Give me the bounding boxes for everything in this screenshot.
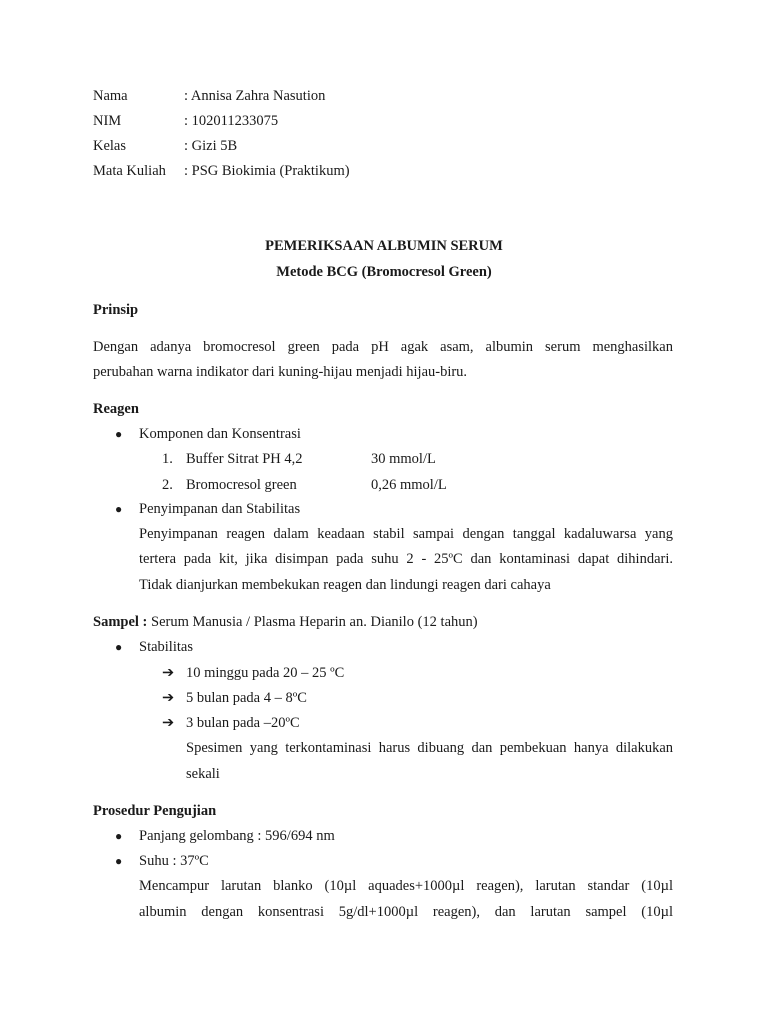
reagen-item-2-name: Bromocresol green [186,477,297,493]
bullet-icon: ● [115,502,123,516]
prosedur-line-2: albumin dengan konsentrasi 5g/dl+1000µl reagen), dan larutan sampel (10µl [139,904,673,920]
bullet-icon: ● [115,829,123,843]
label-mata-kuliah: Mata Kuliah [93,163,166,179]
sampel-note-line-2: sekali [186,766,220,782]
document-title: PEMERIKSAAN ALBUMIN SERUM [265,238,503,254]
prosedur-bullet-panjang-gelombang: Panjang gelombang : 596/694 nm [139,828,335,844]
bullet-icon: ● [115,854,123,868]
arrow-right-icon: ➔ [162,690,175,706]
heading-prosedur: Prosedur Pengujian [93,803,217,819]
stabilitas-item-2: 5 bulan pada 4 – 8ºC [186,690,307,706]
reagen-item-1-name: Buffer Sitrat PH 4,2 [186,451,303,467]
storage-line-3: Tidak dianjurkan membekukan reagen dan lindungi reagen dari cahaya [139,577,551,593]
storage-line-2: tertera pada kit, jika disimpan pada suhu 2 - 25ºC dan kontaminasi dapat dihindari. [139,551,673,567]
stabilitas-item-1: 10 minggu pada 20 – 25 ºC [186,665,345,681]
heading-reagen: Reagen [93,401,139,417]
arrow-right-icon: ➔ [162,715,175,731]
reagen-bullet-komponen: Komponen dan Konsentrasi [139,426,301,442]
prosedur-bullet-suhu: Suhu : 37ºC [139,853,209,869]
value-nama: : Annisa Zahra Nasution [184,88,326,104]
reagen-item-1-conc: 30 mmol/L [371,451,436,467]
value-kelas: : Gizi 5B [184,138,238,154]
label-kelas: Kelas [93,138,127,154]
label-nama: Nama [93,88,128,104]
storage-line-1: Penyimpanan reagen dalam keadaan stabil sampai dengan tanggal kadaluwarsa yang [139,526,673,542]
bullet-icon: ● [115,427,123,441]
reagen-item-2-number: 2. [162,477,173,493]
sampel-line [93,613,478,631]
document-subtitle: Metode BCG (Bromocresol Green) [276,264,492,280]
bullet-icon: ● [115,640,123,654]
reagen-item-2-conc: 0,26 mmol/L [371,477,447,493]
stabilitas-item-3: 3 bulan pada –20ºC [186,715,300,731]
reagen-item-1-number: 1. [162,451,173,467]
arrow-right-icon: ➔ [162,665,175,681]
prinsip-line-2: perubahan warna indikator dari kuning-hijau menjadi hijau-biru. [93,364,468,380]
reagen-bullet-penyimpanan: Penyimpanan dan Stabilitas [139,501,301,517]
sampel-text: Serum Manusia / Plasma Heparin an. Dianilo (12 tahun) [147,614,478,630]
value-nim: : 102011233075 [184,113,279,129]
heading-prinsip: Prinsip [93,302,139,318]
sampel-bullet-stabilitas: Stabilitas [139,639,193,655]
sampel-note-line-1: Spesimen yang terkontaminasi harus dibuang dan pembekuan hanya dilakukan [186,740,673,756]
label-nim: NIM [93,113,122,129]
prinsip-line-1: Dengan adanya bromocresol green pada pH agak asam, albumin serum menghasilkan [93,339,673,355]
value-mata-kuliah: : PSG Biokimia (Praktikum) [184,163,350,179]
prosedur-line-1: Mencampur larutan blanko (10µl aquades+1000µl reagen), larutan standar (10µl [139,878,673,894]
sampel-label: Sampel : [93,614,148,630]
